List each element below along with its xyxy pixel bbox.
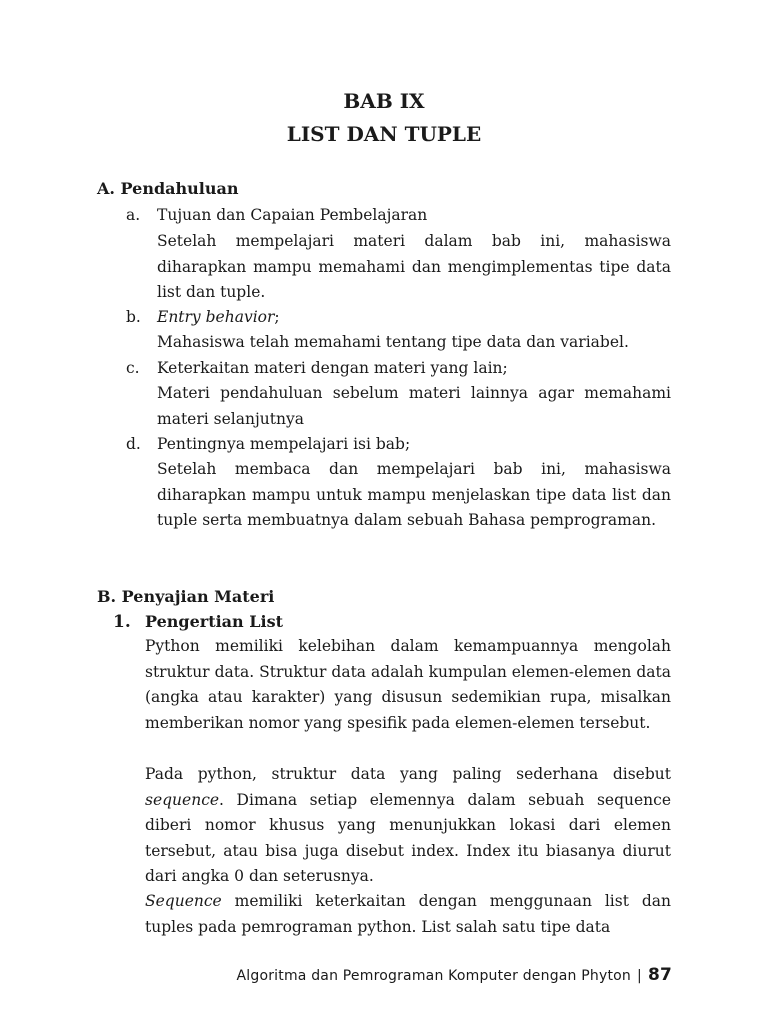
paragraph-1: Python memiliki kelebihan dalam kemampuannya mengolah struktur data. Struktur data adalah kumpulan elemen-elemen data (angka atau karakter) yang disusun sedemikian rupa, misalkan memberikan nomor yang spesifik pada elemen-elemen tersebut. bbox=[145, 637, 671, 732]
item-c-title: Keterkaitan materi dengan materi yang lain; bbox=[157, 359, 508, 377]
subsection-1-title: Pengertian List bbox=[145, 612, 283, 631]
section-a-heading: A. Pendahuluan bbox=[97, 179, 239, 198]
paragraph-2 bbox=[145, 762, 671, 890]
item-c-marker: c. bbox=[126, 359, 140, 377]
paragraph-2-start: Pada python, struktur data yang paling sederhana disebut bbox=[145, 765, 671, 783]
item-a-body: Setelah mempelajari materi dalam bab ini, mahasiswa diharapkan mampu memahami dan mengimplementas tipe data list dan tuple. bbox=[157, 232, 671, 301]
item-a-marker: a. bbox=[126, 206, 141, 224]
item-d-title: Pentingnya mempelajari isi bab; bbox=[157, 435, 411, 453]
item-b-title-suffix: ; bbox=[274, 308, 280, 326]
item-d-body: Setelah membaca dan mempelajari bab ini, mahasiswa diharapkan mampu untuk mampu menjelaskan tipe data list dan tuple serta membuatnya dalam sebuah Bahasa pemprograman. bbox=[157, 460, 671, 529]
item-a-title: Tujuan dan Capaian Pembelajaran bbox=[157, 206, 428, 224]
paragraph-3-rest: memiliki keterkaitan dengan menggunaan list dan tuples pada pemrograman python. List salah satu tipe data bbox=[145, 892, 671, 936]
chapter-label: BAB IX bbox=[343, 89, 425, 113]
section-b-heading: B. Penyajian Materi bbox=[97, 587, 275, 606]
page-footer bbox=[0, 963, 672, 988]
subsection-1-number: 1. bbox=[113, 612, 131, 632]
paragraph-3 bbox=[145, 889, 671, 940]
item-c-body: Materi pendahuluan sebelum materi lainnya agar memahami materi selanjutnya bbox=[157, 384, 671, 428]
item-b-body: Mahasiswa telah memahami tentang tipe data dan variabel. bbox=[157, 333, 629, 351]
footer-book-title: Algoritma dan Pemrograman Komputer dengan Phyton bbox=[236, 968, 632, 984]
page-number: 87 bbox=[647, 965, 672, 985]
chapter-title: LIST DAN TUPLE bbox=[286, 122, 482, 146]
item-b-marker: b. bbox=[126, 308, 141, 326]
item-b-title bbox=[157, 305, 671, 331]
item-b-title-em: Entry behavior bbox=[157, 308, 275, 326]
paragraph-2-rest: . Dimana setiap elemennya dalam sebuah sequence diberi nomor khusus yang menunjukkan lokasi dari elemen tersebut, atau bisa juga disebut index. Index itu biasanya diurut dari angka 0 dan seterusnya. bbox=[145, 790, 671, 885]
footer-separator: | bbox=[637, 968, 642, 984]
item-d-marker: d. bbox=[126, 435, 141, 453]
paragraph-3-em: Sequence bbox=[145, 892, 222, 910]
paragraph-2-em: sequence bbox=[145, 790, 220, 809]
